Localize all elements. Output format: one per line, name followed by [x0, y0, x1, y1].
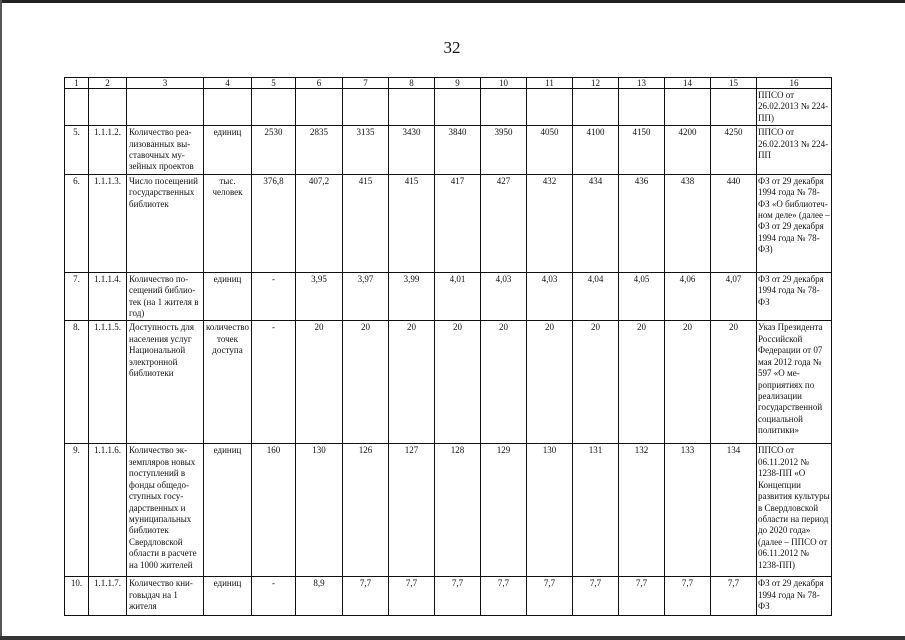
column-header: 16: [757, 78, 832, 89]
legal-basis-cell: ФЗ от 29 декабря 1994 года № 78-ФЗ: [757, 577, 832, 616]
value-cell: 4050: [527, 126, 573, 175]
column-header: 6: [296, 78, 343, 89]
value-cell: [619, 89, 665, 126]
value-cell: 129: [481, 444, 527, 577]
value-cell: 130: [296, 444, 343, 577]
value-cell: 4,04: [573, 272, 619, 321]
page-number: 32: [443, 38, 461, 57]
row-number-cell: 6.: [65, 174, 89, 272]
value-cell: 131: [573, 444, 619, 577]
value-cell: 20: [665, 321, 711, 444]
legal-basis-cell: ФЗ от 29 декабря 1994 года № 78-ФЗ «О библиотечном деле» (далее – ФЗ от 29 декабря 1994 года № 78-ФЗ): [757, 174, 832, 272]
value-cell: 4,06: [665, 272, 711, 321]
value-cell: 4100: [573, 126, 619, 175]
value-cell: 415: [389, 174, 435, 272]
unit-cell: единиц: [204, 577, 252, 616]
unit-cell: единиц: [204, 272, 252, 321]
value-cell: 7,7: [619, 577, 665, 616]
value-cell: 432: [527, 174, 573, 272]
table-row: [65, 126, 832, 175]
value-cell: 127: [389, 444, 435, 577]
legal-basis-cell: Указ Президента Российской Федерации от 07 мая 2012 года № 597 «О мероприятиях по реализации государственной социальной политики»: [757, 321, 832, 444]
unit-cell: [204, 89, 252, 126]
value-cell: 20: [527, 321, 573, 444]
value-cell: 7,7: [343, 577, 389, 616]
row-number-cell: 10.: [65, 577, 89, 616]
column-header: 12: [573, 78, 619, 89]
value-cell: 407,2: [296, 174, 343, 272]
row-number-cell: 9.: [65, 444, 89, 577]
indicators-table: [64, 77, 832, 616]
value-cell: 8,9: [296, 577, 343, 616]
value-cell: [481, 89, 527, 126]
scan-edge-top: [0, 0, 905, 3]
legal-basis-cell: ППСО от 26.02.2013 № 224-ПП: [757, 126, 832, 175]
value-cell: 3135: [343, 126, 389, 175]
table-row: [65, 577, 832, 616]
value-cell: [252, 89, 296, 126]
indicator-code-cell: 1.1.1.2.: [89, 126, 127, 175]
column-header: 8: [389, 78, 435, 89]
column-header: 11: [527, 78, 573, 89]
value-cell: 434: [573, 174, 619, 272]
value-cell: [573, 89, 619, 126]
column-header: 13: [619, 78, 665, 89]
value-cell: 3,97: [343, 272, 389, 321]
value-cell: [711, 89, 757, 126]
indicator-code-cell: 1.1.1.6.: [89, 444, 127, 577]
table-row: [65, 444, 832, 577]
indicator-code-cell: [89, 89, 127, 126]
value-cell: 3950: [481, 126, 527, 175]
value-cell: 4,05: [619, 272, 665, 321]
value-cell: 7,7: [573, 577, 619, 616]
value-cell: 130: [527, 444, 573, 577]
column-header: 15: [711, 78, 757, 89]
unit-cell: единиц: [204, 444, 252, 577]
value-cell: 132: [619, 444, 665, 577]
indicator-name-cell: Количество экземпляров новых поступлений в фонды общедоступных государственных и муниципальных библиотек Свердловской области в расчете на 1000 жителей: [127, 444, 204, 577]
legal-basis-cell: ППСО от 06.11.2012 № 1238-ПП «О Концепции развития культуры в Свердловской области на период до 2020 года» (далее – ППСО от 06.11.2012 № 1238-ПП): [757, 444, 832, 577]
unit-cell: единиц: [204, 126, 252, 175]
value-cell: 438: [665, 174, 711, 272]
value-cell: 417: [435, 174, 481, 272]
column-header: 3: [127, 78, 204, 89]
indicator-name-cell: Число посещений государственных библиотек: [127, 174, 204, 272]
value-cell: [435, 89, 481, 126]
value-cell: [389, 89, 435, 126]
value-cell: 3,99: [389, 272, 435, 321]
value-cell: 436: [619, 174, 665, 272]
value-cell: 4,07: [711, 272, 757, 321]
column-header: 1: [65, 78, 89, 89]
column-header: 5: [252, 78, 296, 89]
value-cell: [527, 89, 573, 126]
value-cell: [343, 89, 389, 126]
value-cell: 3,95: [296, 272, 343, 321]
value-cell: 3430: [389, 126, 435, 175]
value-cell: -: [252, 577, 296, 616]
value-cell: 415: [343, 174, 389, 272]
value-cell: 20: [435, 321, 481, 444]
value-cell: 4,03: [481, 272, 527, 321]
indicator-code-cell: 1.1.1.5.: [89, 321, 127, 444]
value-cell: 7,7: [435, 577, 481, 616]
value-cell: 7,7: [527, 577, 573, 616]
column-header: 2: [89, 78, 127, 89]
value-cell: 2530: [252, 126, 296, 175]
value-cell: 20: [711, 321, 757, 444]
value-cell: [296, 89, 343, 126]
column-header: 7: [343, 78, 389, 89]
table-row: [65, 174, 832, 272]
column-header: 9: [435, 78, 481, 89]
value-cell: 7,7: [389, 577, 435, 616]
indicator-code-cell: 1.1.1.7.: [89, 577, 127, 616]
legal-basis-cell: ФЗ от 29 декабря 1994 года № 78-ФЗ: [757, 272, 832, 321]
column-header: 4: [204, 78, 252, 89]
row-number-cell: 8.: [65, 321, 89, 444]
row-number-cell: 5.: [65, 126, 89, 175]
table-row: [65, 321, 832, 444]
value-cell: -: [252, 321, 296, 444]
value-cell: 376,8: [252, 174, 296, 272]
value-cell: 134: [711, 444, 757, 577]
scan-edge-left: [0, 0, 2, 640]
unit-cell: количество точек доступа: [204, 321, 252, 444]
value-cell: -: [252, 272, 296, 321]
value-cell: 20: [296, 321, 343, 444]
value-cell: 440: [711, 174, 757, 272]
indicator-code-cell: 1.1.1.3.: [89, 174, 127, 272]
row-number-cell: [65, 89, 89, 126]
value-cell: 4200: [665, 126, 711, 175]
value-cell: 4250: [711, 126, 757, 175]
value-cell: 20: [573, 321, 619, 444]
legal-basis-cell: ППСО от 26.02.2013 № 224-ПП): [757, 89, 832, 126]
column-header: 10: [481, 78, 527, 89]
unit-cell: тыс. человек: [204, 174, 252, 272]
value-cell: 4,03: [527, 272, 573, 321]
scan-edge-bottom: [0, 636, 905, 640]
indicator-name-cell: Доступность для населения услуг Национальной электронной библиотеки: [127, 321, 204, 444]
value-cell: 4150: [619, 126, 665, 175]
value-cell: 20: [619, 321, 665, 444]
value-cell: 133: [665, 444, 711, 577]
value-cell: 7,7: [481, 577, 527, 616]
indicator-name-cell: [127, 89, 204, 126]
value-cell: 160: [252, 444, 296, 577]
value-cell: 128: [435, 444, 481, 577]
header-row: [65, 78, 832, 89]
value-cell: 20: [343, 321, 389, 444]
value-cell: 427: [481, 174, 527, 272]
value-cell: 3840: [435, 126, 481, 175]
value-cell: 2835: [296, 126, 343, 175]
indicator-name-cell: Количество посещений библиотек (на 1 жителя в год): [127, 272, 204, 321]
value-cell: 20: [389, 321, 435, 444]
indicator-name-cell: Количество реализованных выставочных музейных проектов: [127, 126, 204, 175]
value-cell: [665, 89, 711, 126]
table-row: [65, 272, 832, 321]
row-number-cell: 7.: [65, 272, 89, 321]
value-cell: 126: [343, 444, 389, 577]
table-row: [65, 89, 832, 126]
value-cell: 7,7: [665, 577, 711, 616]
indicator-code-cell: 1.1.1.4.: [89, 272, 127, 321]
value-cell: 20: [481, 321, 527, 444]
indicator-name-cell: Количество книговыдач на 1 жителя: [127, 577, 204, 616]
value-cell: 4,01: [435, 272, 481, 321]
column-header: 14: [665, 78, 711, 89]
value-cell: 7,7: [711, 577, 757, 616]
